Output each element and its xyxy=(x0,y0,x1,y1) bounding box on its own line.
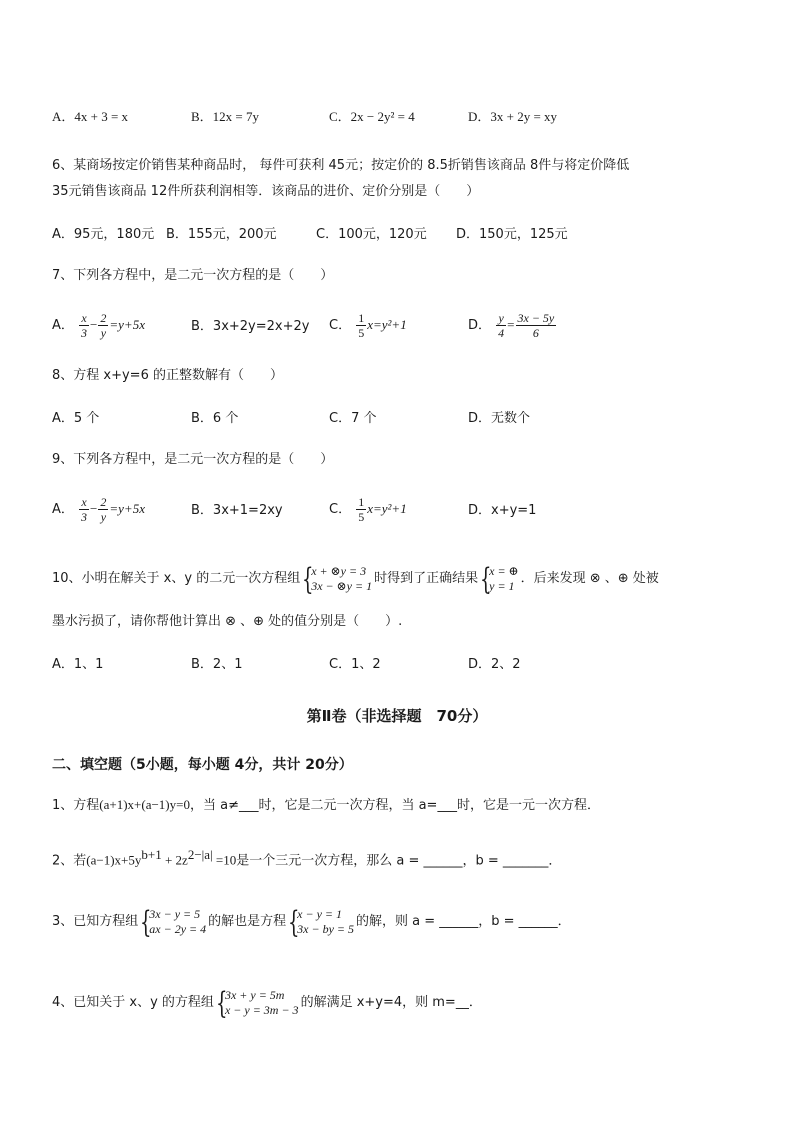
denominator: 4 xyxy=(498,326,505,340)
q10-stem-part2: 时得到了正确结果 xyxy=(374,571,479,586)
solution-system xyxy=(480,561,519,597)
fill-question-3 xyxy=(52,903,571,941)
system-row: y = 1 xyxy=(489,578,515,593)
q10-stem-part3: ．后来发现 ⊗ 、⊕ 处被 xyxy=(520,571,659,586)
numerator: x xyxy=(79,311,89,326)
numerator: 1 xyxy=(358,311,365,325)
option-label: A． xyxy=(52,318,74,333)
numerator: 3x − 5y xyxy=(517,311,555,325)
fraction xyxy=(496,311,506,340)
equation-system xyxy=(215,985,299,1021)
q8-option-c: C．7 个 xyxy=(329,411,377,426)
q10-option-a: A．1、1 xyxy=(52,657,104,672)
q8-option-a: A．5 个 xyxy=(52,411,100,426)
operator: − xyxy=(90,501,98,516)
numerator: 2 xyxy=(100,311,107,325)
q8-option-b: B．6 个 xyxy=(191,411,239,426)
option-label: A． xyxy=(52,502,74,517)
q9-option-b: B．3x+1=2xy xyxy=(191,503,283,518)
denominator: 3 xyxy=(81,510,88,524)
left-brace-icon: { xyxy=(302,561,314,597)
q9-option-d: D．x+y=1 xyxy=(468,503,537,518)
q7-option-a xyxy=(52,311,145,340)
system-row: 3x + y = 5m xyxy=(224,987,285,1002)
operator: = xyxy=(507,317,515,332)
numerator: 1 xyxy=(358,495,365,509)
q5-option-b: B．12x = 7y xyxy=(191,109,260,124)
operator: − xyxy=(90,317,98,332)
fill3-part3: 的解，则 a = ______，b = ______． xyxy=(356,914,571,929)
fill-question-1 xyxy=(52,796,600,815)
q9-option-a xyxy=(52,495,145,524)
system-row: x + ⊗y = 3 xyxy=(311,563,367,578)
denominator: y xyxy=(100,326,107,340)
numerator: x xyxy=(79,495,89,510)
denominator: 6 xyxy=(532,326,539,340)
q7-stem: 7、下列各方程中，是二元一次方程的是（ ） xyxy=(52,268,334,283)
expression-tail: x=y²+1 xyxy=(367,317,407,332)
system-row: 3x − by = 5 xyxy=(297,921,355,936)
q10-stem-line2: 墨水污损了，请你帮他计算出 ⊗ 、⊕ 处的值分别是（ ）. xyxy=(52,614,403,629)
option-label: D． xyxy=(468,318,492,333)
fraction xyxy=(516,311,557,340)
q10-option-c: C．1、2 xyxy=(329,657,381,672)
q8-option-d: D．无数个 xyxy=(468,411,531,426)
q5-option-a: A．4x + 3 = x xyxy=(52,109,129,124)
q7-option-c xyxy=(329,311,407,340)
left-brace-icon: { xyxy=(288,904,300,940)
q8-stem: 8、方程 x+y=6 的正整数解有（ ） xyxy=(52,368,283,383)
q6-option-d: D．150元，125元 xyxy=(456,227,568,242)
q9-option-c xyxy=(329,495,407,524)
system-row: 3x − y = 5 xyxy=(149,906,201,921)
left-brace-icon: { xyxy=(215,985,228,1021)
denominator: y xyxy=(100,510,107,524)
q6-stem-line1: 6、某商场按定价销售某种商品时， 每件可获利 45元；按定价的 8.5折销售该商品 8件与将定价降低 xyxy=(52,158,630,173)
option-label: C． xyxy=(329,502,352,517)
fraction xyxy=(79,495,89,524)
q7-option-b: B．3x+2y=2x+2y xyxy=(191,319,310,334)
equation-system xyxy=(140,904,207,940)
system-row: ax − 2y = 4 xyxy=(149,921,207,936)
exponent: 2−|a| xyxy=(187,847,213,862)
section-heading: 二、填空题（5小题，每小题 4分，共计 20分） xyxy=(52,757,353,773)
equation: (a+1)x+(a−1)y=0 xyxy=(99,797,190,812)
system-row: 3x − ⊗y = 1 xyxy=(311,578,373,593)
fraction xyxy=(98,495,108,524)
q7-option-d xyxy=(468,311,557,340)
q6-option-b: B．155元，200元 xyxy=(166,227,277,242)
system-row: x − y = 1 xyxy=(297,906,343,921)
denominator: 3 xyxy=(81,326,88,340)
fraction xyxy=(79,311,89,340)
q10-stem-part1: 10、小明在解关于 x、y 的二元一次方程组 xyxy=(52,571,301,586)
option-label: C． xyxy=(329,318,352,333)
denominator: 5 xyxy=(358,326,365,340)
q10-option-b: B．2、1 xyxy=(191,657,243,672)
equation-system xyxy=(302,561,373,597)
fraction xyxy=(98,311,108,340)
left-brace-icon: { xyxy=(480,561,492,597)
fill3-part1: 3、已知方程组 xyxy=(52,914,139,929)
fill-question-2 xyxy=(52,846,561,870)
equation-part: =10 xyxy=(212,852,237,868)
q6-stem-line2: 35元销售该商品 12件所获利润相等．该商品的进价、定价分别是（ ） xyxy=(52,184,480,199)
fill4-part2: 的解满足 x+y=4，则 m=__． xyxy=(300,995,482,1010)
fraction xyxy=(356,495,366,524)
fill-question-4 xyxy=(52,984,482,1022)
left-brace-icon: { xyxy=(140,904,152,940)
numerator: 2 xyxy=(100,495,107,509)
equation-part: + 2z xyxy=(161,852,188,868)
fill2-part1: 2、若 xyxy=(52,853,87,869)
q9-stem: 9、下列各方程中，是二元一次方程的是（ ） xyxy=(52,452,334,467)
denominator: 5 xyxy=(358,510,365,524)
fill3-part2: 的解也是方程 xyxy=(208,914,287,929)
equation-part: (a−1)x+5y xyxy=(86,852,142,868)
q6-option-a: A．95元，180元 xyxy=(52,227,155,242)
equation-system xyxy=(288,904,355,940)
fill2-part2: 是一个三元一次方程，那么 a = ______，b = _______． xyxy=(236,853,562,869)
exponent: b+1 xyxy=(141,847,162,862)
numerator: y xyxy=(496,311,506,326)
fill1-part1: 1、方程 xyxy=(52,798,100,813)
q6-option-c: C．100元，120元 xyxy=(316,227,427,242)
expression-tail: =y+5x xyxy=(109,317,145,332)
fill1-part2: ，当 a≠___时，它是二元一次方程，当 a=___时，它是一元一次方程． xyxy=(189,798,600,813)
system-row: x − y = 3m − 3 xyxy=(224,1002,299,1017)
q10-option-d: D．2、2 xyxy=(468,657,521,672)
section-title: 第Ⅱ卷（非选择题 70分） xyxy=(306,707,488,725)
expression-tail: x=y²+1 xyxy=(367,501,407,516)
q5-option-d: D．3x + 2y = xy xyxy=(468,109,558,124)
system-row: x = ⊕ xyxy=(489,563,519,578)
q10-stem-line1 xyxy=(52,560,659,598)
q5-option-c: C．2x − 2y² = 4 xyxy=(329,109,415,124)
expression-tail: =y+5x xyxy=(109,501,145,516)
fill4-part1: 4、已知关于 x、y 的方程组 xyxy=(52,995,214,1010)
fraction xyxy=(356,311,366,340)
